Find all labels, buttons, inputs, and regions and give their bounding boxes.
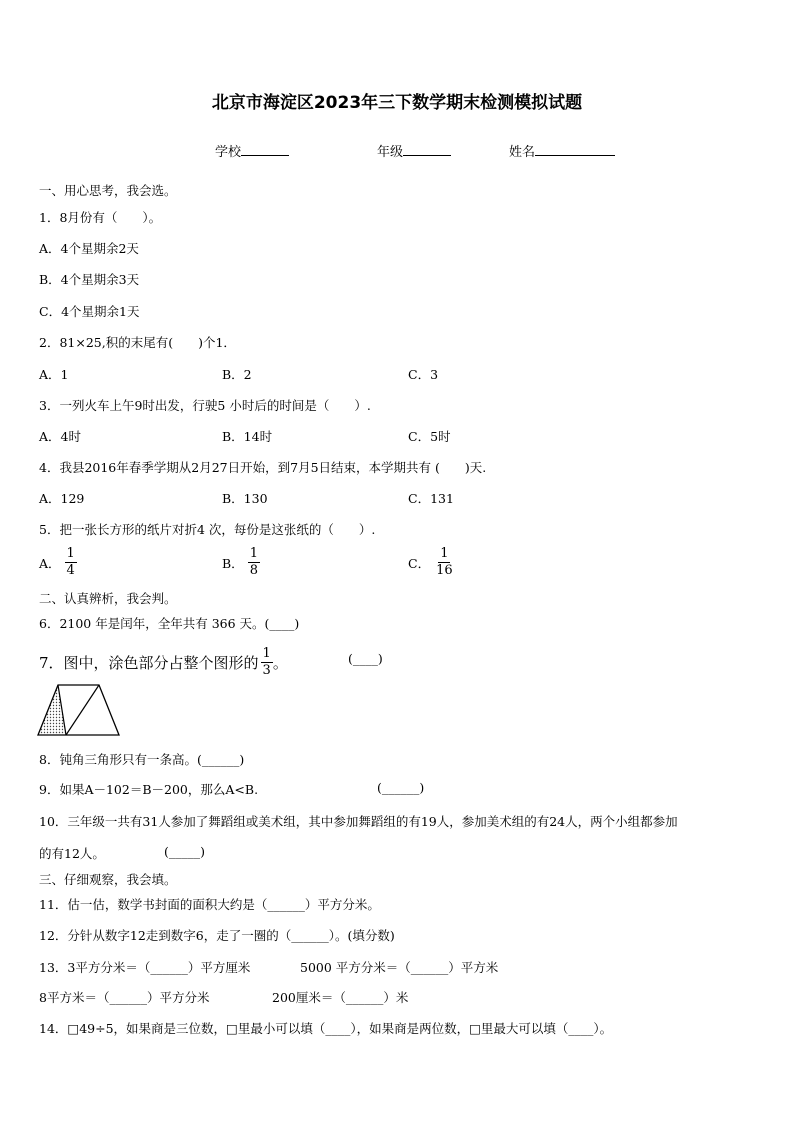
q1-stem: 1．8月份有（ ）。: [39, 210, 162, 225]
q1-option-a[interactable]: A．4个星期余2天: [39, 241, 139, 256]
q7-denominator: 3: [262, 663, 271, 678]
q2-stem: 2．81×25,积的末尾有( )个1．: [39, 335, 236, 350]
q7-figure: [37, 683, 121, 737]
q5-a-fraction: [65, 546, 77, 579]
grade-label: 年级: [377, 145, 404, 160]
q4-option-b[interactable]: B．130: [222, 491, 268, 506]
name-label: 姓名: [509, 145, 536, 160]
q10-line-1: 10．三年级一共有31人参加了舞蹈组或美术组，其中参加舞蹈组的有19人，参加美术组的有24人，两个小组都参加: [39, 814, 678, 829]
q4-option-a[interactable]: A．129: [39, 491, 85, 506]
q5-b-label: B．: [222, 555, 244, 571]
q4-stem: 4．我县2016年春季学期从2月27日开始，到7月5日结束，本学期共有 ( )天.: [39, 460, 487, 475]
q2-option-c[interactable]: C．3: [408, 367, 439, 382]
q7-answer-blank[interactable]: (____): [348, 651, 383, 666]
name-field: [509, 141, 615, 160]
school-field: [215, 141, 289, 160]
grade-field: [377, 141, 451, 160]
school-blank[interactable]: [241, 142, 289, 156]
q8-stem: 8．钝角三角形只有一条高。(______): [39, 752, 245, 767]
q11-stem: 11．估一估，数学书封面的面积大约是（______）平方分米。: [39, 897, 380, 912]
q5-option-c[interactable]: [408, 546, 455, 579]
q12-stem: 12．分针从数字12走到数字6，走了一圈的（______）。(填分数): [39, 928, 395, 943]
q7-fraction: [261, 646, 273, 679]
q7-text: 7．图中，涂色部分占整个图形的: [39, 654, 259, 672]
q5-a-denominator: 4: [66, 563, 75, 578]
q1-option-b[interactable]: B．4个星期余3天: [39, 272, 140, 287]
q5-option-a[interactable]: [39, 546, 77, 579]
page-title: 北京市海淀区2023年三下数学期末检测模拟试题: [211, 93, 583, 113]
q13-part-3: 8平方米＝（______）平方分米: [39, 990, 210, 1005]
q5-b-numerator: 1: [249, 546, 258, 561]
divider-line-2: [66, 685, 99, 735]
q7-stem: [39, 646, 288, 679]
q6-stem: 6．2100 年是闰年，全年共有 366 天。(____): [39, 616, 300, 631]
q13-part-1: 13．3平方分米＝（______）平方厘米: [39, 960, 251, 975]
section-3-heading: 三、仔细观察，我会填。: [39, 872, 177, 887]
q9-stem: 9．如果A－102＝B－200，那么A<B.: [39, 782, 259, 797]
q3-option-a[interactable]: A．4时: [39, 429, 81, 444]
q5-c-numerator: 1: [440, 546, 449, 561]
grade-blank[interactable]: [403, 142, 451, 156]
q9-answer-blank[interactable]: (______): [377, 780, 425, 795]
q10-line-2: 的有12人。: [39, 846, 105, 861]
q3-option-b[interactable]: B．14时: [222, 429, 273, 444]
q3-option-c[interactable]: C．5时: [408, 429, 451, 444]
q13-part-2: 5000 平方分米＝（______）平方米: [300, 960, 499, 975]
q5-c-label: C．: [408, 555, 431, 571]
q10-answer-blank[interactable]: (_____): [164, 844, 206, 859]
q2-option-a[interactable]: A．1: [39, 367, 69, 382]
section-2-heading: 二、认真辨析，我会判。: [39, 591, 177, 606]
q5-b-fraction: [248, 546, 260, 579]
q5-c-denominator: 16: [436, 563, 453, 578]
q5-option-b[interactable]: [222, 546, 260, 579]
school-label: 学校: [215, 145, 242, 160]
q13-part-4: 200厘米＝（______）米: [272, 990, 409, 1005]
q5-a-numerator: 1: [66, 546, 75, 561]
q5-a-label: A．: [39, 555, 61, 571]
q1-option-c[interactable]: C．4个星期余1天: [39, 304, 140, 319]
name-blank[interactable]: [535, 142, 615, 156]
q4-option-c[interactable]: C．131: [408, 491, 454, 506]
q3-stem: 3．一列火车上午9时出发，行驶5 小时后的时间是（ ）.: [39, 398, 371, 413]
q5-b-denominator: 8: [249, 563, 258, 578]
q14-stem: 14．□49÷5，如果商是三位数，□里最小可以填（____），如果商是两位数，□里最大可以填（____）。: [39, 1021, 613, 1036]
q5-stem: 5．把一张长方形的纸片对折4 次，每份是这张纸的（ ）.: [39, 522, 376, 537]
q5-c-fraction: [434, 546, 455, 579]
q7-end: 。: [272, 654, 288, 672]
section-1-heading: 一、用心思考，我会选。: [39, 183, 177, 198]
q7-numerator: 1: [262, 646, 271, 661]
q2-option-b[interactable]: B．2: [222, 367, 252, 382]
